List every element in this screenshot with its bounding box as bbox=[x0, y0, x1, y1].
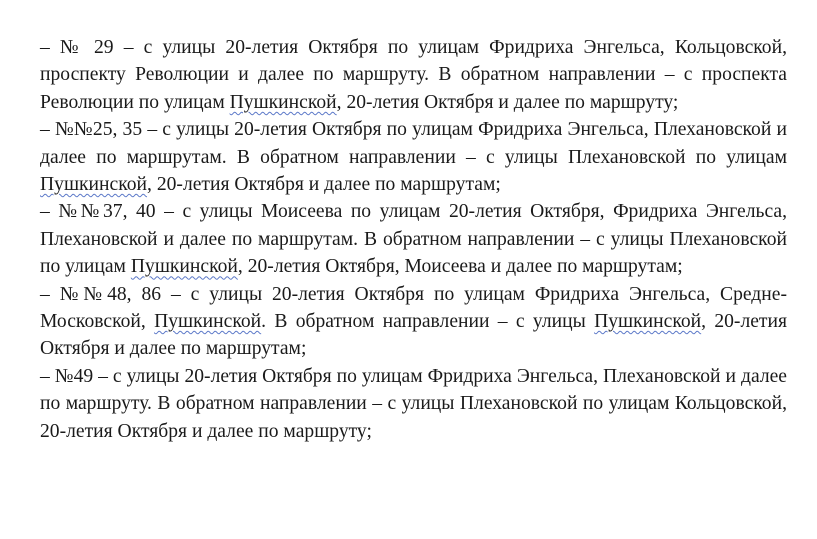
text-run: , 20-летия Октября и далее по маршруту; bbox=[336, 91, 679, 113]
text-run: , 20-летия Октября и далее по маршрутам; bbox=[147, 174, 501, 196]
text-run: . В обратном направлении – с улицы bbox=[261, 311, 595, 333]
paragraph-routes-25-35 bbox=[40, 116, 787, 198]
paragraph-route-29 bbox=[40, 34, 787, 116]
spellcheck-flagged-word[interactable]: Пушкинской bbox=[154, 311, 262, 333]
spellcheck-flagged-word[interactable]: Пушкинской bbox=[130, 256, 238, 278]
spellcheck-flagged-word[interactable]: Пушкинской bbox=[229, 91, 337, 113]
paragraph-routes-37-40 bbox=[40, 198, 787, 280]
text-run: , 20-летия Октября и далее по маршрутам; bbox=[40, 311, 787, 360]
paragraph-route-49 bbox=[40, 363, 787, 445]
text-run: – №№37, 40 – с улицы Моисеева по улицам 20-летия Октября, Фридриха Энгельса, Плехановской и далее по маршрутам. В обратном направлении – с улицы Плехановской по улицам bbox=[40, 201, 787, 278]
spellcheck-flagged-word[interactable]: Пушкинской bbox=[594, 311, 702, 333]
paragraph-routes-48-86 bbox=[40, 281, 787, 363]
text-run: – № 29 – с улицы 20-летия Октября по улицам Фридриха Энгельса, Кольцовской, проспекту Революции и далее по маршруту. В обратном направлении – с проспекта Революции по улицам bbox=[40, 37, 787, 113]
text-run: – №№48, 86 – с улицы 20-летия Октября по улицам Фридриха Энгельса, Средне-Московской, bbox=[40, 283, 787, 333]
text-run: , 20-летия Октября, Моисеева и далее по маршрутам; bbox=[237, 256, 683, 278]
text-run: – №№25, 35 – с улицы 20-летия Октября по улицам Фридриха Энгельса, Плехановской и далее по маршрутам. В обратном направлении – с улицы Плехановской по улицам bbox=[40, 119, 787, 168]
text-run: – №49 – с улицы 20-летия Октября по улицам Фридриха Энгельса, Плехановской и далее по маршруту. В обратном направлении – с улицы Плехановской по улицам Кольцовской, 20-летия Октября и далее по маршруту; bbox=[40, 365, 787, 442]
spellcheck-flagged-word[interactable]: Пушкинской bbox=[40, 174, 148, 196]
